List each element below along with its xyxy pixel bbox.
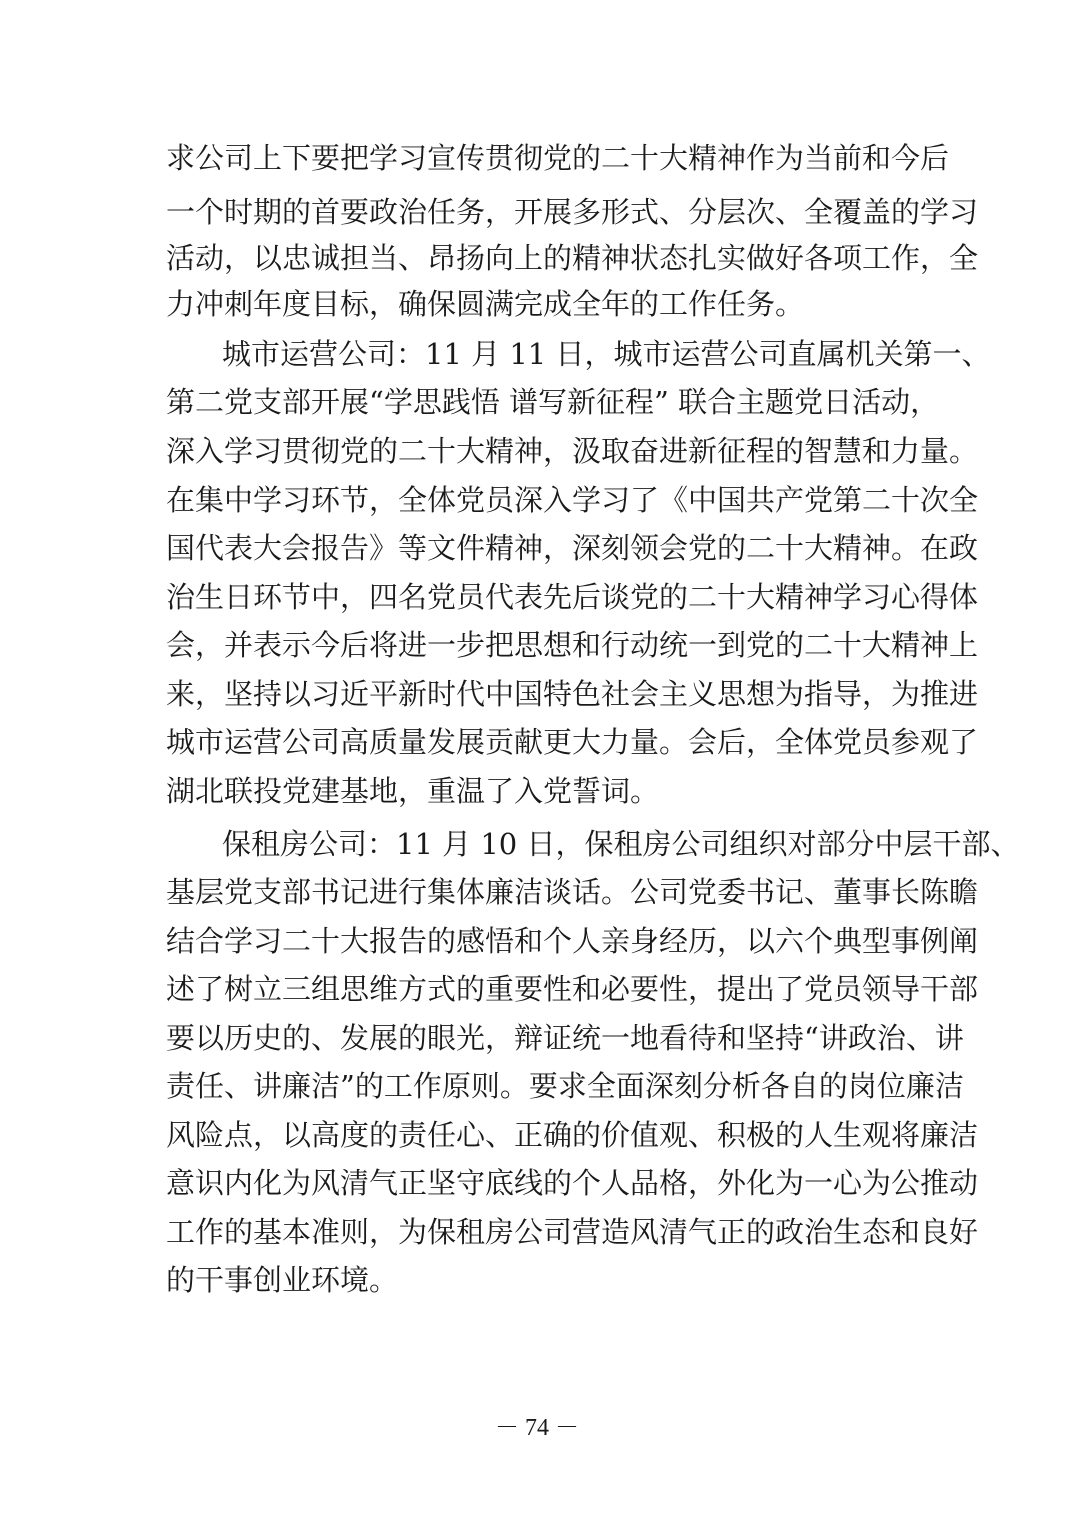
paragraph-2-line-8: 来，坚持以习近平新时代中国特色社会主义思想为指导，为推进 bbox=[166, 677, 979, 711]
paragraph-1-line-4: 力冲刺年度目标，确保圆满完成全年的工作任务。 bbox=[166, 287, 805, 321]
paragraph-2-line-10: 湖北联投党建基地，重温了入党誓词。 bbox=[166, 774, 660, 808]
paragraph-2-line-2: 第二党支部开展“学思践悟 谱写新征程” 联合主题党日活动， bbox=[166, 385, 940, 419]
paragraph-3-line-5: 要以历史的、发展的眼光，辩证统一地看待和坚持“讲政治、讲 bbox=[166, 1021, 964, 1055]
page-number: － 74 － bbox=[495, 1415, 579, 1441]
paragraph-3-line-7: 风险点，以高度的责任心、正确的价值观、积极的人生观将廉洁 bbox=[166, 1118, 979, 1152]
paragraph-1-line-2: 一个时期的首要政治任务，开展多形式、分层次、全覆盖的学习 bbox=[166, 195, 979, 229]
paragraph-3-line-10: 的干事创业环境。 bbox=[166, 1263, 399, 1297]
paragraph-2-line-7: 会，并表示今后将进一步把思想和行动统一到党的二十大精神上 bbox=[166, 628, 979, 662]
paragraph-3-line-2: 基层党支部书记进行集体廉洁谈话。公司党委书记、董事长陈瞻 bbox=[166, 875, 979, 909]
paragraph-2-line-4: 在集中学习环节，全体党员深入学习了《中国共产党第二十次全 bbox=[166, 483, 979, 517]
paragraph-3-line-1: 保租房公司：11 月 10 日，保租房公司组织对部分中层干部、 bbox=[222, 827, 1020, 861]
paragraph-2-line-5: 国代表大会报告》等文件精神，深刻领会党的二十大精神。在政 bbox=[166, 531, 979, 565]
paragraph-3-line-8: 意识内化为风清气正坚守底线的个人品格，外化为一心为公推动 bbox=[166, 1166, 979, 1200]
paragraph-2-line-1: 城市运营公司：11 月 11 日，城市运营公司直属机关第一、 bbox=[222, 337, 991, 371]
paragraph-2-line-3: 深入学习贯彻党的二十大精神，汲取奋进新征程的智慧和力量。 bbox=[166, 434, 979, 468]
paragraph-1-line-1: 求公司上下要把学习宣传贯彻党的二十大精神作为当前和今后 bbox=[166, 141, 950, 175]
paragraph-2-line-6: 治生日环节中，四名党员代表先后谈党的二十大精神学习心得体 bbox=[166, 580, 979, 614]
paragraph-3-line-4: 述了树立三组思维方式的重要性和必要性，提出了党员领导干部 bbox=[166, 972, 979, 1006]
paragraph-1-line-3: 活动，以忠诚担当、昂扬向上的精神状态扎实做好各项工作，全 bbox=[166, 241, 979, 275]
paragraph-3-line-6: 责任、讲廉洁”的工作原则。要求全面深刻分析各自的岗位廉洁 bbox=[166, 1069, 964, 1103]
paragraph-3-line-3: 结合学习二十大报告的感悟和个人亲身经历，以六个典型事例阐 bbox=[166, 924, 979, 958]
paragraph-2-line-9: 城市运营公司高质量发展贡献更大力量。会后，全体党员参观了 bbox=[166, 725, 979, 759]
paragraph-3-line-9: 工作的基本准则，为保租房公司营造风清气正的政治生态和良好 bbox=[166, 1215, 979, 1249]
